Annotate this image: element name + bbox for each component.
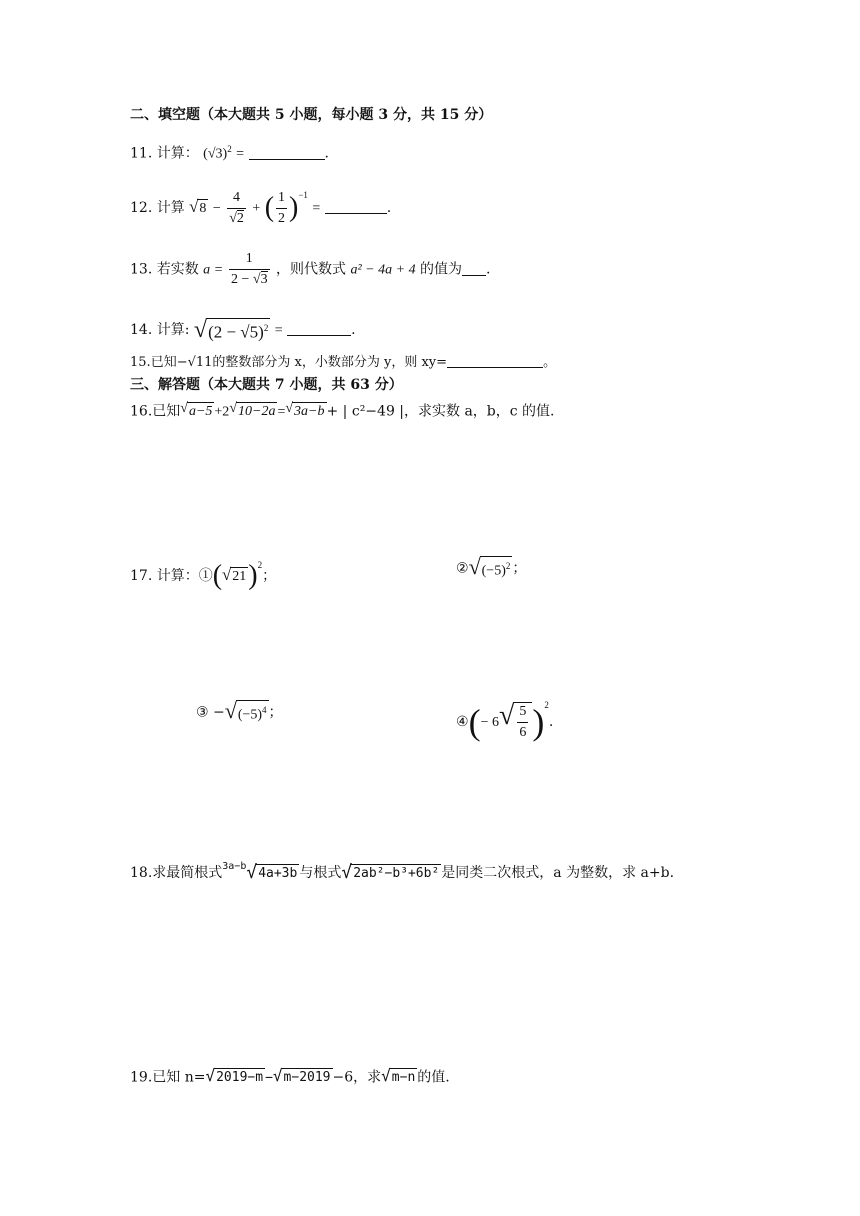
q14-number: 14. — [130, 322, 153, 338]
q13-eq: = — [214, 262, 223, 278]
q16-eq: = — [277, 404, 286, 420]
question-17-part-4: ④(− 6 √ $\frac{5}{6}$ )$^2$. — [456, 700, 554, 742]
q13-end: . — [486, 261, 491, 278]
q12-end: . — [386, 200, 392, 216]
q18-index: 3a−b — [222, 861, 247, 872]
q13-number: 13. — [130, 261, 153, 278]
question-13 — [130, 250, 490, 289]
q12-label: 计算 — [156, 200, 185, 216]
q11-eq: = — [236, 146, 245, 162]
q12-eq: = — [312, 201, 321, 216]
q12-number: 12. — [130, 200, 153, 216]
question-12: 12. 计算 √ 8 − $\frac{4}{√2}$ + ( $\frac{1}{2}$ )$^{-1}$ = . — [130, 189, 392, 226]
q18-number: 18. — [130, 865, 153, 881]
q17-p4-end: . — [548, 714, 554, 730]
q13-mid: ，则代数式 — [276, 261, 347, 278]
q19-number: 19. — [130, 1069, 153, 1086]
question-16 — [130, 402, 555, 422]
q17-p4-sqrt: √ $\frac{5}{6}$ — [499, 702, 532, 742]
q12-minus: − — [212, 201, 221, 216]
q13-poly: a² − 4a + 4 — [350, 262, 416, 278]
q17-p4-exp: 2 — [544, 700, 549, 710]
q11-answer-blank[interactable] — [249, 145, 325, 160]
q16-sqrt1: √ a−5 — [180, 401, 213, 419]
q11-expr: (√3) — [203, 146, 228, 162]
q16-plus2: +2 — [214, 404, 230, 420]
q17-p3: √ $(-5)^4$ — [224, 698, 267, 723]
q12-answer-blank[interactable] — [325, 199, 387, 214]
question-17-part-2 — [456, 556, 526, 581]
q12-plus: + — [252, 201, 261, 216]
q17-label: 计算：① — [156, 568, 213, 584]
q17-p3-end: ； — [268, 704, 283, 721]
q12-exp: −1 — [298, 190, 308, 200]
q14-end: . — [351, 322, 356, 338]
question-11 — [130, 140, 329, 164]
q14-answer-blank[interactable] — [287, 321, 351, 336]
q11-number: 11. — [130, 145, 153, 162]
q13-label: 若实数 — [156, 261, 199, 278]
question-17-part-3 — [196, 700, 283, 725]
q13-answer-blank[interactable] — [462, 261, 486, 276]
q19-sqrt1: √ 2019−m — [205, 1066, 264, 1085]
q13-var: a — [203, 262, 211, 278]
q11-label: 计算： — [156, 145, 199, 162]
q15-end: 。 — [543, 355, 557, 370]
q17-p1-exp: 2 — [257, 560, 263, 570]
q16-rest: + | c²−49 |，求实数 a，b，c 的值. — [326, 403, 555, 420]
q18-sqrt1: √ 4a+3b — [246, 861, 298, 883]
question-14 — [130, 318, 356, 342]
q18-text-a: 求最简根式 — [152, 865, 223, 881]
q16-sqrt3: √ 3a−b — [285, 401, 325, 419]
q11-end: . — [324, 145, 329, 162]
q17-p2-end: ； — [512, 560, 527, 577]
q19-text-a: 已知 n= — [152, 1069, 206, 1086]
question-17-part-1: 17. 计算：①( √ 21 )$^2$； — [130, 560, 277, 591]
q15-number: 15. — [130, 355, 151, 370]
q11-exp: 2 — [227, 144, 232, 154]
q19-tail: 的值. — [417, 1069, 450, 1086]
q17-p1: √ 21 — [222, 564, 247, 584]
q19-mid: −6，求 — [332, 1069, 382, 1086]
question-18 — [130, 858, 674, 883]
q15-text: 已知−√11的整数部分为 x，小数部分为 y，则 xy= — [150, 355, 448, 370]
q12-sqrt8: √ 8 — [189, 196, 207, 216]
q17-number: 17. — [130, 568, 153, 584]
q17-c3: ③ − — [196, 704, 225, 721]
q16-sqrt2: √ 10−2a — [229, 401, 276, 419]
section-3-title: 三、解答题（本大题共 7 小题，共 63 分） — [130, 377, 403, 393]
q13-tail: 的值为 — [420, 261, 463, 278]
q13-fraction: $\frac{1}{2 - √3}$ — [230, 251, 268, 287]
q17-p2: √ $(-5)^2$ — [468, 554, 511, 579]
q17-p1-end: ； — [262, 568, 277, 584]
q19-sqrt3: √ m−n — [381, 1066, 416, 1085]
q17-c4: ④ — [456, 714, 469, 730]
q15-answer-blank[interactable] — [447, 355, 543, 368]
q19-minus: − — [265, 1070, 273, 1086]
q12-half: $\frac{1}{2}$ — [278, 189, 286, 226]
q17-p4a: − 6 — [480, 715, 499, 730]
q16-text-a: 已知 — [152, 403, 181, 420]
q12-fraction: $\frac{4}{√2}$ — [229, 189, 244, 226]
q14-label: 计算: — [156, 322, 190, 338]
q18-tail: 是同类二次根式，a 为整数，求 a+b. — [441, 865, 675, 881]
section-2-title: 二、填空题（本大题共 5 小题，每小题 3 分，共 15 分） — [130, 107, 493, 123]
q18-sqrt2: √ 2ab²−b³+6b² — [341, 861, 440, 883]
q17-c2: ② — [456, 560, 469, 577]
q16-number: 16. — [130, 403, 153, 420]
q14-eq: = — [274, 323, 283, 338]
question-19 — [130, 1068, 450, 1088]
q14-sqrt: √ $(2 - √5)^2$ — [193, 317, 269, 343]
question-15 — [130, 354, 556, 372]
q19-sqrt2: √ m−2019 — [272, 1066, 331, 1085]
q18-mid: 与根式 — [299, 865, 342, 881]
